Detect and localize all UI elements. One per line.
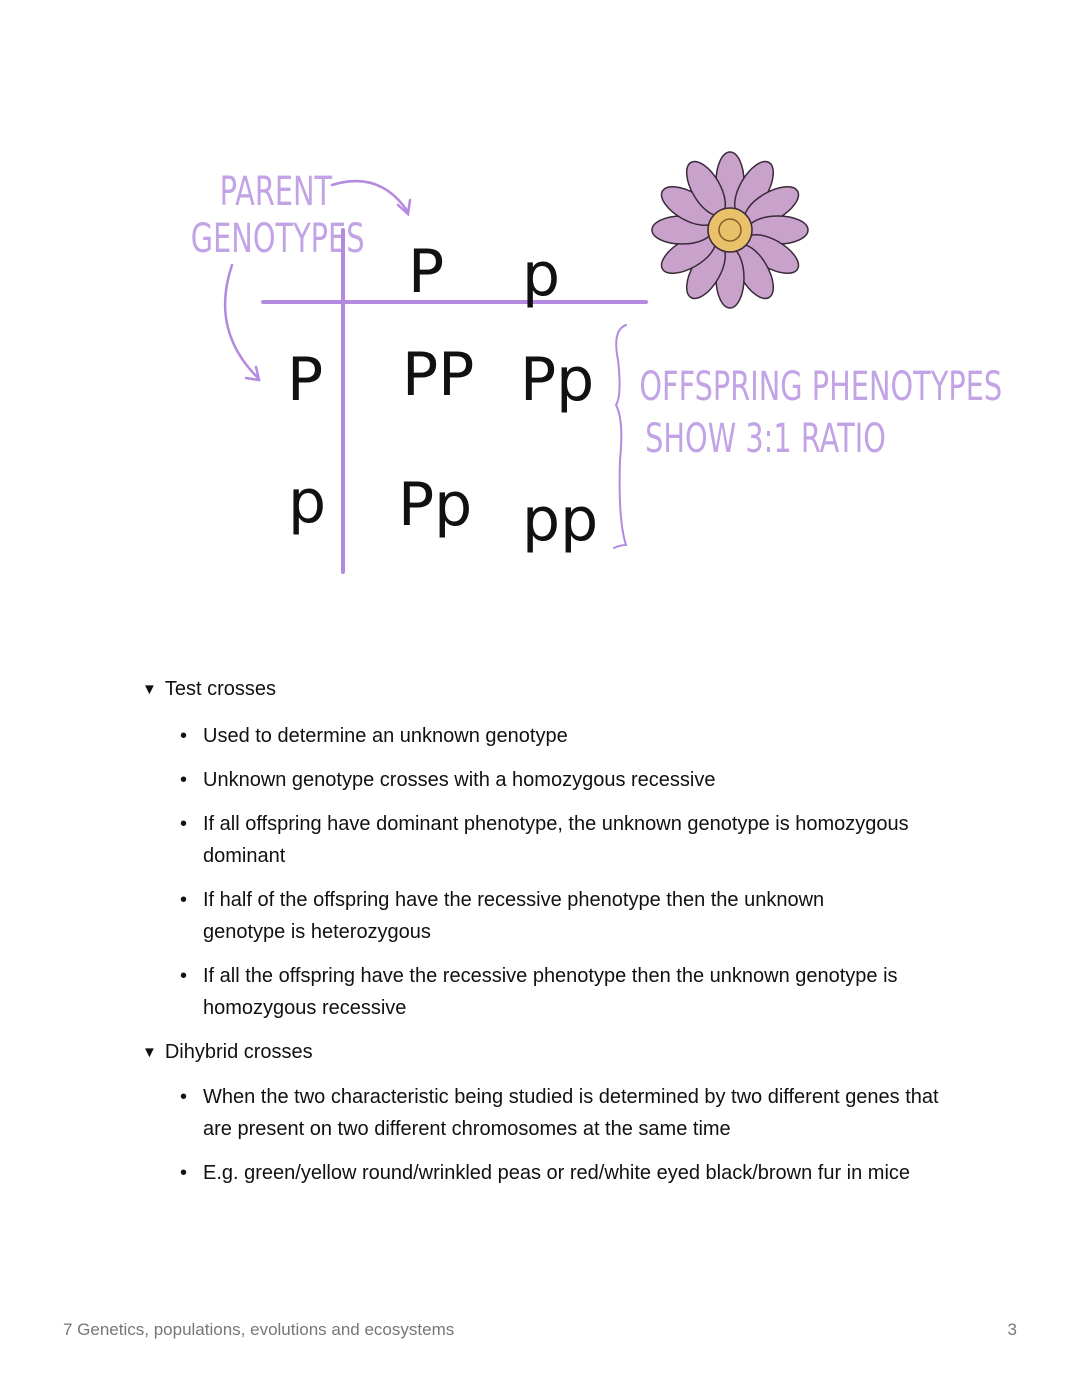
cell-1-2: Pp	[520, 345, 595, 415]
offspring-label-line2: SHOW 3:1 RATIO	[645, 416, 886, 463]
list-item: • E.g. green/yellow round/wrinkled peas or red/white eyed black/brown fur in mice	[180, 1157, 960, 1189]
row-allele-2: p	[288, 467, 327, 537]
page-number: 3	[1007, 1320, 1017, 1339]
toggle-test-crosses[interactable]	[142, 678, 276, 701]
list-item: • When the two characteristic being studied is determined by two different genes that are present on two different chromosomes at the same time	[180, 1081, 960, 1145]
row-allele-1: P	[287, 345, 324, 415]
parent-label-line2: GENOTYPES	[190, 216, 365, 263]
triangle-down-icon: ▼	[142, 681, 157, 698]
cell-1-1: PP	[402, 340, 475, 410]
list-item: • Used to determine an unknown genotype	[180, 720, 960, 752]
list-item: • Unknown genotype crosses with a homozygous recessive	[180, 764, 960, 796]
list-item: • If all the offspring have the recessive phenotype then the unknown genotype is homozygous recessive	[180, 960, 960, 1024]
list-item: • If all offspring have dominant phenotype, the unknown genotype is homozygous dominant	[180, 808, 960, 872]
cell-2-2: pp	[522, 485, 599, 555]
cell-2-1: Pp	[398, 470, 473, 540]
triangle-down-icon: ▼	[142, 1044, 157, 1061]
col-allele-2: p	[522, 240, 561, 310]
section-title: Dihybrid crosses	[164, 1041, 313, 1063]
list-item: • If half of the offspring have the recessive phenotype then the unknown genotype is heterozygous	[180, 884, 960, 948]
col-allele-1: P	[408, 237, 445, 307]
dihybrid-crosses-list	[180, 1081, 960, 1201]
footer-title: 7 Genetics, populations, evolutions and ecosystems	[63, 1320, 455, 1339]
toggle-dihybrid-crosses[interactable]	[142, 1041, 313, 1064]
test-crosses-list	[180, 720, 960, 1036]
section-title: Test crosses	[164, 678, 277, 700]
parent-label-line1: PARENT	[219, 169, 333, 216]
punnett-square-diagram	[180, 140, 1003, 590]
flower-illustration	[652, 152, 808, 308]
offspring-label-line1: OFFSPRING PHENOTYPES	[639, 364, 1003, 411]
